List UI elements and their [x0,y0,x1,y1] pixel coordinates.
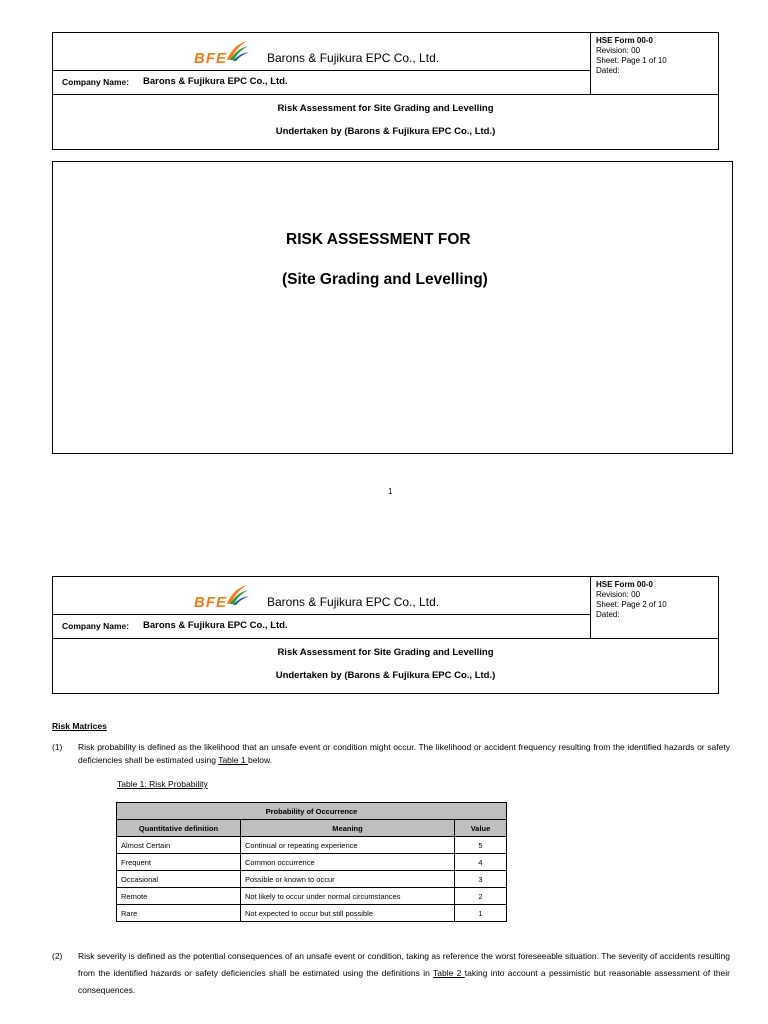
document-title: Risk Assessment for Site Grading and Levelling [277,647,494,658]
undertaken-by: Undertaken by (Barons & Fujikura EPC Co., Ltd.) [275,126,496,137]
undertaken-by: Undertaken by (Barons & Fujikura EPC Co., Ltd.) [275,670,496,681]
paragraph-2-number: (2) [52,951,63,961]
dated: Dated: [596,66,620,75]
dated: Dated: [596,610,620,619]
company-name-row [53,71,591,94]
revision: Revision: 00 [596,46,641,55]
sheet-number: Sheet: Page 2 of 10 [596,600,667,609]
logo-swoosh-icon [225,584,249,606]
cover-box [52,161,733,454]
form-meta [596,580,667,620]
page-number: 1 [388,487,393,496]
table-cell: 1 [455,905,507,922]
paragraph-2-tail: taking into account a pessimistic but reasonable assessment of their consequences. [78,968,730,995]
form-number: HSE Form 00-0 [596,580,653,589]
company-name-value: Barons & Fujikura EPC Co., Ltd. [143,620,288,631]
document-title-row [53,638,718,693]
logo-mark: BFE [194,594,227,611]
table-cell: 4 [455,854,507,871]
table-cell: Not likely to occur under normal circumstances [241,888,455,905]
table-group-header: Probability of Occurrence [117,803,507,820]
section-title: Risk Matrices [52,721,107,731]
paragraph-1 [78,741,730,767]
document-title-row [53,94,718,149]
table-cell: Possible or known to occur [241,871,455,888]
paragraph-1-number: (1) [52,742,63,752]
form-header-page-2 [52,576,719,694]
form-header-page-1 [52,32,719,150]
paragraph-2 [78,948,730,999]
company-name-label: Company Name: [62,77,130,87]
cover-heading: RISK ASSESSMENT FOR [286,231,471,248]
table-row [117,871,507,888]
table-cell: 2 [455,888,507,905]
company-title: Barons & Fujikura EPC Co., Ltd. [267,595,440,609]
table-cell: Frequent [117,854,241,871]
cover-subheading: (Site Grading and Levelling) [282,271,488,288]
logo-mark: BFE [194,50,227,67]
table-cell: Occasional [117,871,241,888]
paragraph-2-text: Risk severity is defined as the potential consequences of an unsafe event or condition, taking as reference the worst foreseeable situation. The severity of accidents resulting from the identified hazards or safety deficiencies shall be estimated using the definitions in [78,951,730,978]
revision: Revision: 00 [596,590,641,599]
company-name-label: Company Name: [62,621,130,631]
table-1-link[interactable]: Table 1 [218,755,248,765]
table-row [117,837,507,854]
table-header-meaning: Meaning [241,820,455,837]
table-row [117,905,507,922]
table-header-value: Value [455,820,507,837]
table-2-link[interactable]: Table 2 [433,968,465,978]
table-cell: Almost Certain [117,837,241,854]
table-cell: Remote [117,888,241,905]
table-cell: Common occurrence [241,854,455,871]
company-name-row [53,615,591,638]
table-cell: Rare [117,905,241,922]
header-title-row [53,577,591,615]
logo-swoosh-icon [225,40,249,62]
header-title-row [53,33,591,71]
paragraph-1-tail: below. [247,755,273,765]
table-cell: Not expected to occur but still possible [241,905,455,922]
sheet-number: Sheet: Page 1 of 10 [596,56,667,65]
form-number: HSE Form 00-0 [596,36,653,45]
document-title: Risk Assessment for Site Grading and Levelling [277,103,494,114]
table-header-definition: Quantitative definition [117,820,241,837]
table-row [117,854,507,871]
form-meta [596,36,667,76]
risk-probability-table [116,802,507,922]
table-caption: Table 1: Risk Probability [117,779,208,789]
table-cell: 3 [455,871,507,888]
table-cell: 5 [455,837,507,854]
company-title: Barons & Fujikura EPC Co., Ltd. [267,51,440,65]
company-name-value: Barons & Fujikura EPC Co., Ltd. [143,76,288,87]
table-cell: Continual or repeating experience [241,837,455,854]
paragraph-1-text: Risk probability is defined as the likelihood that an unsafe event or condition might occur. The likelihood or accident frequency resulting from the identified hazards or safety deficiencies shall be estimated using [78,742,730,765]
table-row [117,888,507,905]
